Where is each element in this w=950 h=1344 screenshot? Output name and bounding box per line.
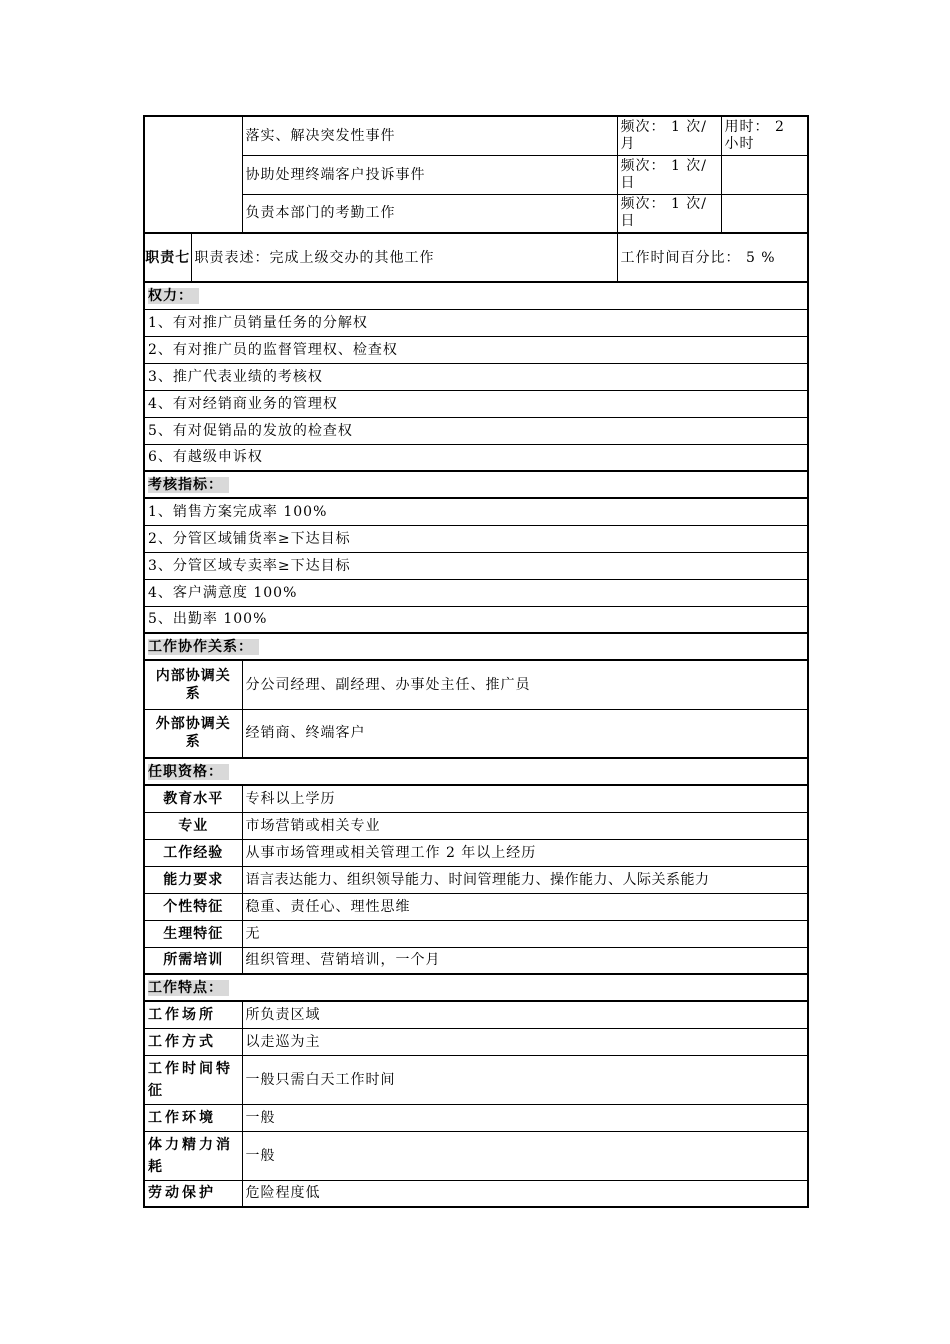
duty-row <box>144 155 808 194</box>
cooperation-label: 内部协调关系 <box>144 660 242 709</box>
qualification-row <box>144 812 808 839</box>
qualification-row <box>144 920 808 947</box>
qualification-row <box>144 866 808 893</box>
qualification-value: 从事市场管理或相关管理工作 2 年以上经历 <box>242 839 808 866</box>
authority-item: 2、有对推广员的监督管理权、检查权 <box>144 336 808 363</box>
qualification-label: 工作经验 <box>144 839 242 866</box>
feature-value: 一般 <box>242 1131 808 1180</box>
feature-row <box>144 1055 808 1104</box>
features-header-row <box>144 974 808 1001</box>
feature-label: 工作时间特征 <box>144 1055 242 1104</box>
duty-row <box>144 194 808 233</box>
qualification-row <box>144 893 808 920</box>
feature-row <box>144 1104 808 1131</box>
duty7-percent: 工作时间百分比： 5 % <box>617 233 808 282</box>
authority-header-row <box>144 282 808 309</box>
duty-time <box>721 194 808 233</box>
duty-row <box>144 116 808 155</box>
qualification-label: 教育水平 <box>144 785 242 812</box>
qualification-value: 市场营销或相关专业 <box>242 812 808 839</box>
cooperation-value: 分公司经理、副经理、办事处主任、推广员 <box>242 660 808 709</box>
duty7-description: 职责表述：完成上级交办的其他工作 <box>191 233 617 282</box>
duty7-label: 职责七 <box>144 233 191 282</box>
qualification-label: 能力要求 <box>144 866 242 893</box>
kpi-item: 4、客户满意度 100% <box>144 579 808 606</box>
duty-frequency: 频次： 1 次/日 <box>617 194 721 233</box>
kpi-item: 2、分管区域铺货率≥下达目标 <box>144 525 808 552</box>
duty-blank-cell <box>144 116 242 233</box>
authority-item: 1、有对推广员销量任务的分解权 <box>144 309 808 336</box>
kpi-title: 考核指标： <box>148 477 229 493</box>
authority-item: 4、有对经销商业务的管理权 <box>144 390 808 417</box>
duty-task: 协助处理终端客户投诉事件 <box>242 155 617 194</box>
feature-label: 体力精力消耗 <box>144 1131 242 1180</box>
qualification-value: 语言表达能力、组织领导能力、时间管理能力、操作能力、人际关系能力 <box>242 866 808 893</box>
qualification-label: 个性特征 <box>144 893 242 920</box>
cooperation-label: 外部协调关系 <box>144 709 242 758</box>
feature-row <box>144 1028 808 1055</box>
feature-row <box>144 1001 808 1028</box>
duty-task: 落实、解决突发性事件 <box>242 116 617 155</box>
features-title: 工作特点： <box>148 980 229 996</box>
cooperation-row <box>144 709 808 758</box>
cooperation-value: 经销商、终端客户 <box>242 709 808 758</box>
qualification-header-row <box>144 758 808 785</box>
feature-row <box>144 1131 808 1180</box>
feature-label: 工作场所 <box>144 1001 242 1028</box>
job-table <box>143 115 809 1208</box>
job-description-sheet <box>143 115 807 1208</box>
qualification-value: 稳重、责任心、理性思维 <box>242 893 808 920</box>
authority-item: 5、有对促销品的发放的检查权 <box>144 417 808 444</box>
qualification-label: 专业 <box>144 812 242 839</box>
feature-value: 危险程度低 <box>242 1180 808 1207</box>
qualification-value: 专科以上学历 <box>242 785 808 812</box>
qualification-row <box>144 785 808 812</box>
duty-task: 负责本部门的考勤工作 <box>242 194 617 233</box>
cooperation-header-row <box>144 633 808 660</box>
feature-label: 劳动保护 <box>144 1180 242 1207</box>
authority-title: 权力： <box>148 288 199 304</box>
feature-value: 以走巡为主 <box>242 1028 808 1055</box>
qualification-row <box>144 947 808 974</box>
kpi-item: 5、出勤率 100% <box>144 606 808 633</box>
duty7-row <box>144 233 808 282</box>
qualification-label: 生理特征 <box>144 920 242 947</box>
cooperation-title: 工作协作关系： <box>148 639 259 655</box>
qualification-label: 所需培训 <box>144 947 242 974</box>
duty-time: 用时： 2 小时 <box>721 116 808 155</box>
kpi-item: 1、销售方案完成率 100% <box>144 498 808 525</box>
feature-label: 工作方式 <box>144 1028 242 1055</box>
kpi-header-row <box>144 471 808 498</box>
duty-frequency: 频次： 1 次/月 <box>617 116 721 155</box>
feature-row <box>144 1180 808 1207</box>
authority-item: 3、推广代表业绩的考核权 <box>144 363 808 390</box>
feature-value: 一般 <box>242 1104 808 1131</box>
duty-time <box>721 155 808 194</box>
feature-value: 一般只需白天工作时间 <box>242 1055 808 1104</box>
qualification-value: 无 <box>242 920 808 947</box>
qualification-value: 组织管理、营销培训，一个月 <box>242 947 808 974</box>
qualification-row <box>144 839 808 866</box>
feature-value: 所负责区域 <box>242 1001 808 1028</box>
cooperation-row <box>144 660 808 709</box>
duty-frequency: 频次： 1 次/日 <box>617 155 721 194</box>
authority-item: 6、有越级申诉权 <box>144 444 808 471</box>
kpi-item: 3、分管区域专卖率≥下达目标 <box>144 552 808 579</box>
qualification-title: 任职资格： <box>148 764 229 780</box>
feature-label: 工作环境 <box>144 1104 242 1131</box>
